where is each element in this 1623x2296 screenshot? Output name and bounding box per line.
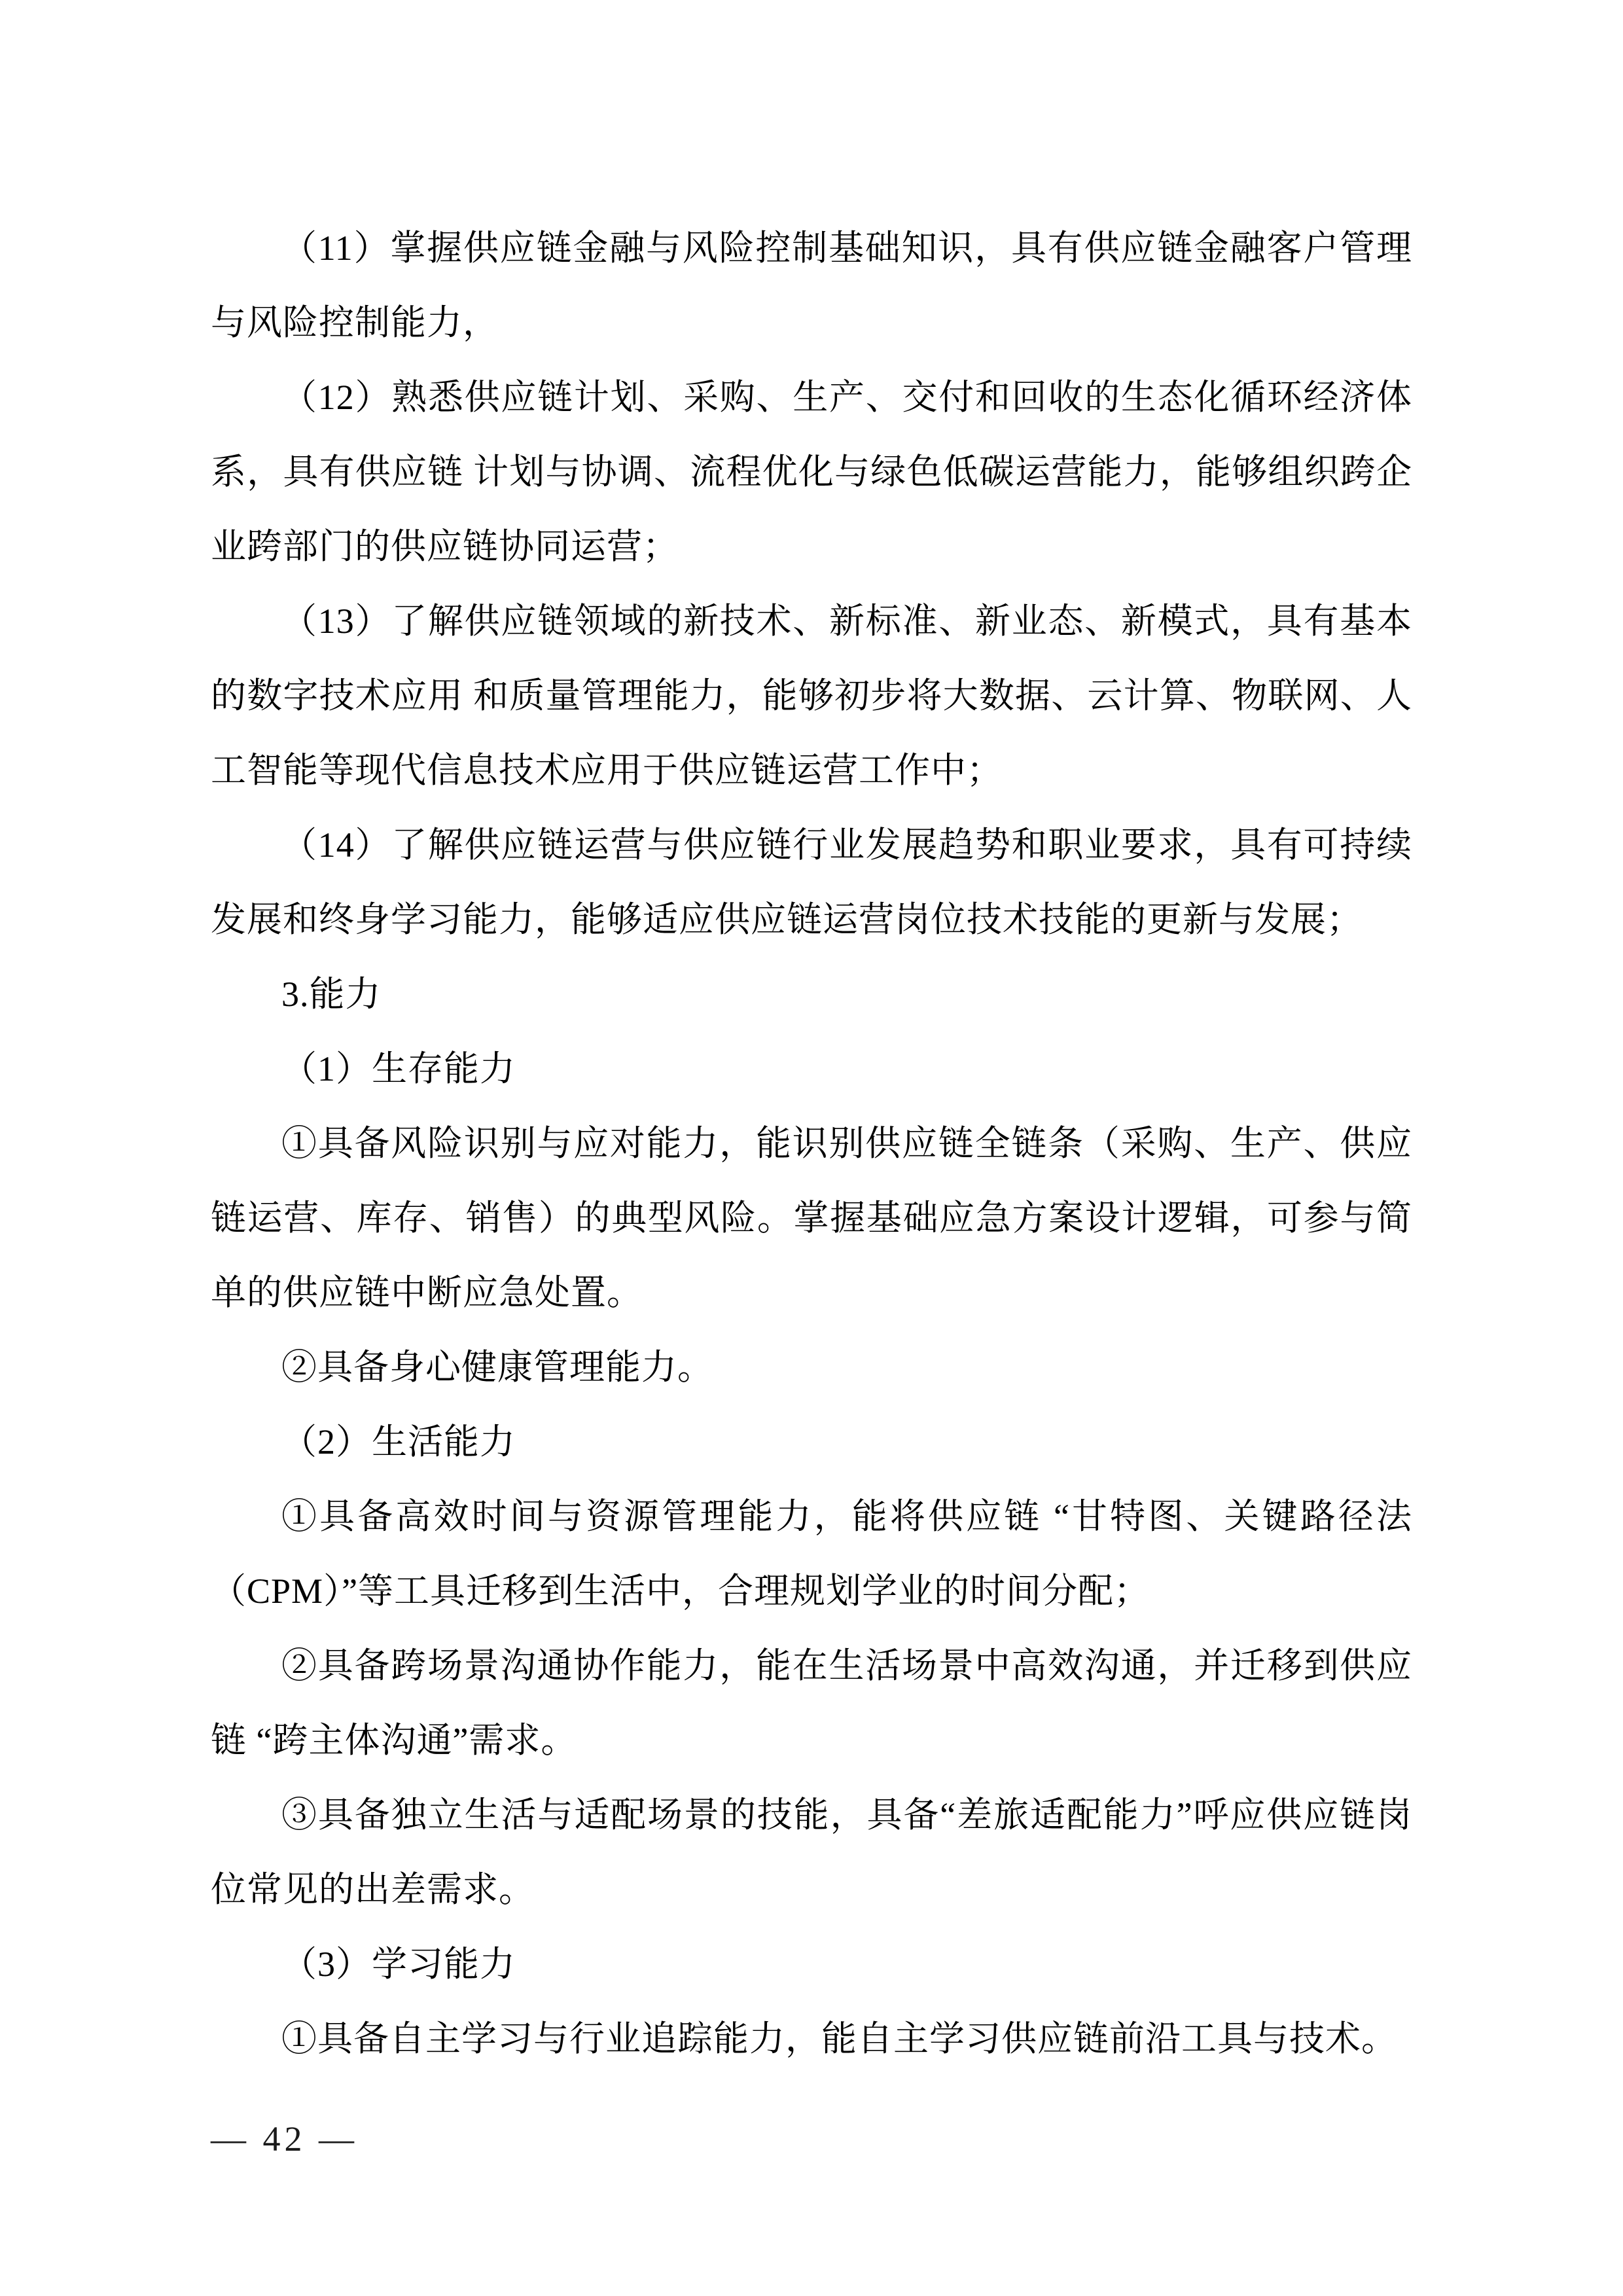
document-body	[211, 211, 1412, 2076]
section-heading-ability: 3.能力	[281, 975, 382, 1014]
paragraph-life-item-3: ③具备独立生活与适配场景的技能，具备“差旅适配能力”呼应供应链岗位常见的出差需求。	[211, 1795, 1412, 1909]
paragraph-item-11: （11）掌握供应链金融与风险控制基础知识，具有供应链金融客户管理与风险控制能力，	[211, 228, 1412, 342]
paragraph-item-12: （12）熟悉供应链计划、采购、生产、交付和回收的生态化循环经济体系，具有供应链 计划与协调、流程优化与绿色低碳运营能力，能够组织跨企业跨部门的供应链协同运营；	[211, 378, 1412, 566]
paragraph-life-item-1: ①具备高效时间与资源管理能力，能将供应链 “甘特图、关键路径法（CPM）”等工具迁移到生活中，合理规划学业的时间分配；	[211, 1497, 1412, 1611]
subsection-heading-life-ability: （2）生活能力	[281, 1422, 516, 1462]
paragraph-life-item-2: ②具备跨场景沟通协作能力，能在生活场景中高效沟通，并迁移到供应链 “跨主体沟通”需求。	[211, 1646, 1412, 1760]
paragraph-learning-item-1: ①具备自主学习与行业追踪能力，能自主学习供应链前沿工具与技术。	[281, 2019, 1397, 2058]
page-number: — 42 —	[211, 2119, 358, 2159]
paragraph-survival-item-1: ①具备风险识别与应对能力，能识别供应链全链条（采购、生产、供应链运营、库存、销售）的典型风险。掌握基础应急方案设计逻辑，可参与简单的供应链中断应急处置。	[211, 1124, 1412, 1312]
paragraph-item-13: （13）了解供应链领域的新技术、新标准、新业态、新模式，具有基本的数字技术应用 和质量管理能力，能够初步将大数据、云计算、物联网、人工智能等现代信息技术应用于供应链运营工作中；	[211, 601, 1412, 790]
paragraph-survival-item-2: ②具备身心健康管理能力。	[281, 1348, 713, 1387]
subsection-heading-survival-ability: （1）生存能力	[281, 1049, 516, 1088]
paragraph-item-14: （14）了解供应链运营与供应链行业发展趋势和职业要求，具有可持续发展和终身学习能力，能够适应供应链运营岗位技术技能的更新与发展；	[211, 825, 1412, 939]
subsection-heading-learning-ability: （3）学习能力	[281, 1945, 516, 1984]
